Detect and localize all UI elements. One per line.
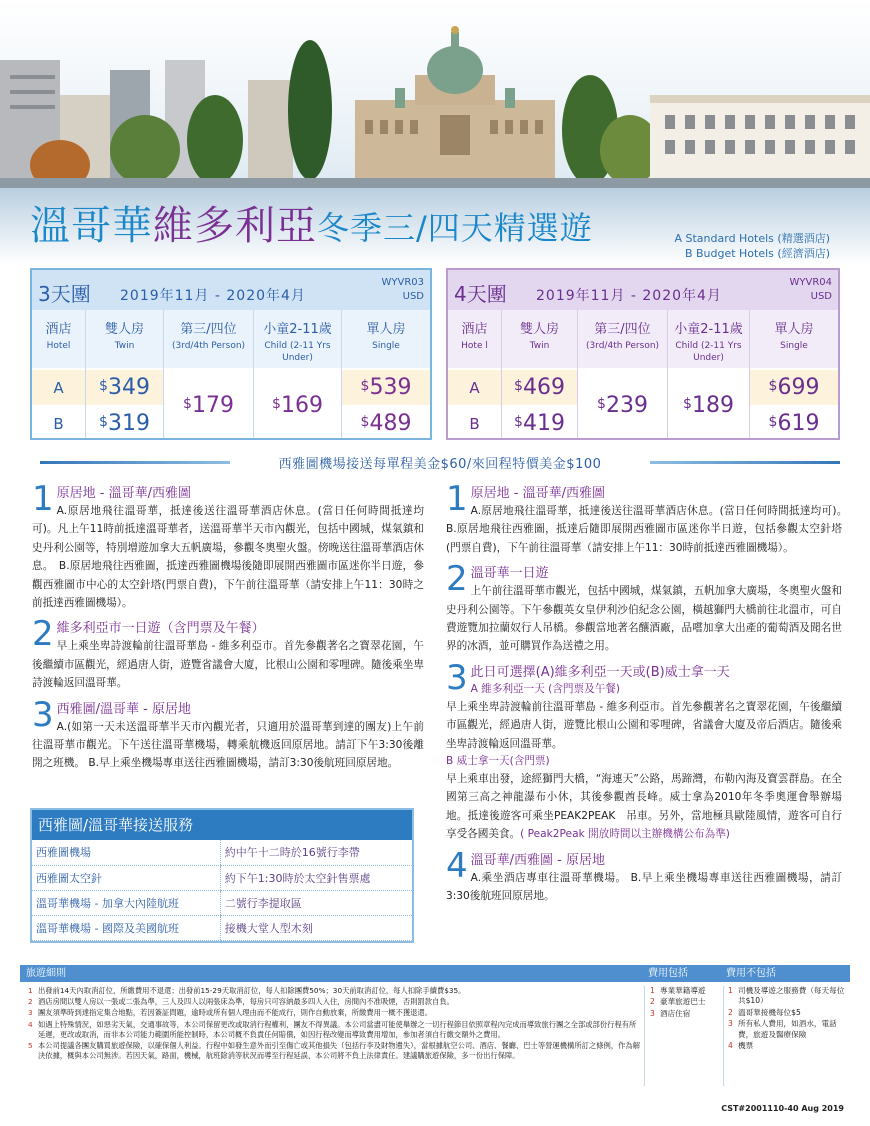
tour-code [381,276,424,304]
col-twin [502,310,578,438]
tour-period: 2019年11月 - 2020年4月 [120,288,306,304]
list-item: 3 團友須準時到達指定集合地點，若因簽証問題，逾時或所有個人理由而不能成行，則作自動放棄，所繳費用一概不獲退還。 [28,1008,433,1018]
col-child-en: Child (2-11 Yrs Under) [675,341,742,363]
price-table-3-day [30,268,432,440]
service-location: 西雅圖機場 [32,840,220,865]
day-text: A.乘坐酒店專車往溫哥華機場。 B.早上乘坐機場專車送往西雅圖機場，請訂3:30後航班回原居地。 [446,871,842,903]
service-location: 溫哥華機場 - 國際及美國航班 [32,915,220,940]
itin3-day-2 [32,614,424,692]
option-a-title: A 維多利亞一天 (含門票及午餐) [470,682,621,695]
day-text: A.原居地飛往溫哥華，抵達後送往溫哥華酒店休息。(當日任何時間抵達均可)。 B.原居地飛往西雅圖，抵達后隨即展開西雅圖市區迷你半日遊，包括參觀太空針塔(門票自費)，下午前往溫哥華（請安排上午11：30時前抵達西雅圖機場）。 [446,505,864,554]
terms-list [28,986,643,1062]
price-child: $169 [272,393,323,418]
col-third-en: (3rd/4th Person) [585,341,660,351]
day-number: 4 [446,845,468,886]
option-b-title: B 威士拿一天(含門票) [446,755,550,768]
col-child [254,310,342,438]
itin3-day-1 [32,479,424,612]
tour-currency: USD [810,291,832,302]
col-twin [86,310,164,438]
day-text: 早上乘坐卑詩渡輪前往溫哥華島 - 維多利亞市。首先參觀著名之寶翠花園，午後繼續市區觀光，經過唐人街，遊覽省議會大廈，比根山公園和零哩碑。隨後乘坐卑詩渡輪返回溫哥華。 [32,640,424,690]
col-twin-en: Twin [114,341,135,351]
list-item: 2 豪華旅遊巴士 [650,997,706,1007]
title-block [30,200,850,264]
col-child-zh: 小童2-11歲 [263,322,332,337]
itinerary-3-day [32,479,424,779]
day-title: 維多利亞市一日遊（含門票及午餐） [56,621,265,637]
included-label: 費用包括 [648,968,688,979]
day-number: 2 [446,559,468,600]
service-location: 溫哥華機場 - 加拿大內陸航班 [32,890,220,915]
excluded-list [728,986,850,1052]
terms-footer [20,965,850,1095]
option-b-note: ( Peak2Peak 開放時間以主辦機構公布為準) [520,828,730,841]
price-b-twin: $319 [99,411,150,436]
service-title: 西雅圖/溫哥華接送服務 [32,810,412,840]
day-title: 溫哥華一日遊 [470,566,549,582]
day-text: A.原居地飛往溫哥華，抵達後送往溫哥華酒店休息。(當日任何時間抵達均可)。凡上午11時前抵達溫哥華者，送溫哥華半天市內觀光，包括中國城，煤氣鎮和史丹利公園等，特別增遊加拿大五帆廣場，參觀冬奧聖火盤。傍晚送往溫哥華酒店休息。 B.原居地飛往西雅圖，抵達西雅圖機場後隨即展開西雅圖市區迷你半日遊，參觀西雅圖市中心的太空針塔(門票自費)，下午前往溫哥華（請安排上午11：30時之前抵達西雅圖機場）。 [32,505,424,610]
col-single-zh: 單人房 [366,322,406,337]
hotel-note-a: A Standard Hotels (精選酒店) [674,232,830,245]
col-twin-zh: 雙人房 [519,322,559,337]
col-third-zh: 第三/四位 [180,322,237,337]
included-list [650,986,722,1020]
tour-period: 2019年11月 - 2020年4月 [536,288,722,304]
service-table [32,840,412,941]
col-single-zh: 單人房 [774,322,814,337]
itin4-day-1 [446,479,864,557]
list-item: 2 酒店房間以雙人房以一張或二張為準，三人及四人以兩張床為準，每房只可容納最多四人入住，房間內不准吸煙，否則罰款自負。 [28,997,454,1007]
list-item: 2 溫哥華接機每位$5 [728,1007,801,1017]
list-item: 4 如遇上特殊情況，如惡劣天氣，交通事故等，本公司保留更改或取消行程權利，團友不得異議。本公司當盡可能使舉辦之一切行程節目依照章程內完成而導致旅行團之全部或部份行程有所延遲，更改或取消，而非本公司能力範圍所能控制時，本公司概不負責任何賠償，如因行程改變而導致費用增加，參加者須自行繳交額外之費用。 [28,1019,637,1039]
col-hotel-zh: 酒店 [45,322,72,337]
col-single [750,310,838,438]
col-hotel [32,310,86,438]
list-item: 1 出發前14天內取消訂位，所繳費用不退還；出發前15-29天取消訂位，每人扣除團費50%；30天前取消訂位，每人扣除手續費$35。 [28,986,466,995]
price-table-header [448,270,838,310]
day-title: 溫哥華/西雅圖 - 原居地 [470,852,605,868]
day-title: 西雅圖/溫哥華 - 原居地 [56,701,191,717]
day-title: 原居地 - 溫哥華/西雅圖 [470,486,605,501]
table-row [32,890,412,915]
hotel-a-label: A [469,378,480,397]
hotel-class-notes [674,231,830,261]
excluded-label: 費用不包括 [726,968,776,979]
col-hotel [448,310,502,438]
col-hotel-en: Hotel [46,341,71,351]
col-single [342,310,430,438]
col-twin-zh: 雙人房 [104,322,144,337]
day-number: 3 [32,694,54,735]
price-a-twin: $469 [514,375,565,400]
transfer-service-box [30,808,414,943]
col-third-en: (3rd/4th Person) [171,341,246,351]
itin4-day-3 [446,657,842,844]
day-number: 2 [32,614,54,655]
title-part-vancouver: 溫哥華 [30,203,153,249]
service-meeting-point: 約中午十二時於16號行李帶 [220,840,412,865]
day-title: 原居地 - 溫哥華/西雅圖 [56,486,191,501]
table-row [32,865,412,890]
tour-name: 4天團 [454,282,507,306]
title-part-tour: 冬季三/四天精選遊 [317,209,593,247]
service-meeting-point: 二號行李提取區 [220,890,412,915]
divider [723,986,724,1086]
price-table-header [32,270,430,310]
price-a-single: $539 [360,375,412,400]
itinerary-4-day [446,479,864,912]
tour-name: 3天團 [38,282,91,306]
price-table-4-day [446,268,840,440]
divider [644,986,645,1086]
transfer-banner-text: 西雅圖機場接送每單程美金$60/來回程特價美金$100 [278,457,602,472]
list-item: 3 酒店住宿 [650,1008,691,1018]
tour-code-value: WYVR04 [789,277,832,288]
list-item: 1 專業華籍導遊 [650,986,706,995]
hotel-b-label: B [53,414,64,433]
title-part-victoria: 維多利亞 [153,203,317,249]
service-meeting-point: 約下午1:30時於太空針售票處 [220,865,412,890]
footer-header-bar [20,965,850,982]
document-code: CST#2001110-40 Aug 2019 [721,1104,844,1113]
banner-line-left [40,461,230,464]
banner-line-right [650,461,840,464]
table-row [32,840,412,865]
price-b-twin: $419 [514,411,565,436]
col-child-en: Child (2-11 Yrs Under) [264,341,331,363]
service-location: 西雅圖太空針 [32,865,220,890]
list-item: 3 所有私人費用，如酒水，電話費，旅遊及醫療保險 [728,1019,837,1039]
col-third [164,310,254,438]
price-b-single: $489 [360,411,412,436]
day-number: 3 [446,657,468,698]
col-single-en: Single [372,341,400,351]
day-text: 上午前往溫哥華市觀光，包括中國城，煤氣鎮，五帆加拿大廣場，冬奧聖火盤和史丹利公園等。下午參觀英女皇伊利沙伯紀念公園，橫越獅門大橋前往北溫市，可自費遊覽加拉蘭奴行人吊橋。參觀當地著名釀酒廠，品嚐加拿大出產的葡萄酒及聞名世界的冰酒，並可購買作為送禮之用。 [446,585,842,653]
price-a-twin: $349 [99,375,150,400]
itin4-day-2 [446,559,842,656]
hotel-b-label: B [469,414,480,433]
itin4-day-4 [446,845,842,906]
day-title: 此日可選擇(A)維多利亞一天或(B)威士拿一天 [470,664,730,680]
col-hotel-en: Hote l [461,341,488,351]
airport-transfer-banner [40,451,840,473]
col-child-zh: 小童2-11歲 [674,322,743,337]
col-single-en: Single [780,341,808,351]
col-third-zh: 第三/四位 [594,322,651,337]
hotel-a-label: A [53,378,64,397]
option-b-body: 早上乘車出發，途經獅門大橋，“海連天”公路，馬蹄灣，布勒內海及寶雲群島。在全國第三高之神龍瀑布小休，其後參觀酋長峰。威士拿為2010年冬季奧運會舉辦場地。抵達後遊客可乘坐PEAK2PEAK 吊車。另外，當地極具歐陸風情，遊客可自行享受各國美食。 [446,773,842,841]
service-meeting-point: 接機大堂人型木刻 [220,915,412,940]
list-item: 1 司機及導遊之服務費（每天每位共$10） [728,986,845,1006]
list-item: 5 本公司提議各團友購買旅遊保險，以確保個人利益。行程中如發生意外而引至傷亡或其他損失（包括行李及財物遺失），當根據航空公司、酒店、餐廳、巴士等營運機構所訂之條例，作為解決依據，概與本公司無涉。若因天氣，路面，機械，航班除消等狀況而導至行程延誤，本公司將不負上法律責任。建議購旅遊保險，多一份出行保障。 [28,1041,640,1061]
hotel-note-b: B Budget Hotels (經濟酒店) [684,247,830,260]
price-third-person: $239 [597,393,648,418]
table-row [32,915,412,940]
col-third [578,310,668,438]
itin3-day-3 [32,694,424,773]
price-b-single: $619 [768,411,820,436]
day-text: A.(如第一天未送溫哥華半天市內觀光者，只適用於溫哥華到達的團友)上午前往溫哥華市觀光。下午送往溫哥華機場，轉乘航機返回原居地。請訂下午3:30後離開之班機。 B.早上乘坐機場專車送往西雅圖機場，請訂3:30後航班回原居地。 [32,720,424,770]
day-number: 1 [32,479,54,519]
day-number: 1 [446,479,468,519]
page-title [30,202,593,252]
price-child: $189 [683,393,734,418]
price-a-single: $699 [768,375,820,400]
price-third-person: $179 [183,393,234,418]
tour-currency: USD [402,291,424,302]
option-a-text: 早上乘坐卑詩渡輪前往溫哥華島 - 維多利亞市。首先參觀著名之寶翠花園，午後繼續市區觀光，經過唐人街，遊覽比根山公園和零哩碑，省議會大廈及帝后酒店。隨後乘坐卑詩渡輪返回溫哥華。 [446,700,842,750]
notes-label: 旅遊細則 [26,968,66,979]
option-b-text [446,770,842,844]
col-child [668,310,750,438]
col-hotel-zh: 酒店 [461,322,488,337]
tour-code-value: WYVR03 [381,277,424,288]
col-twin-en: Twin [529,341,550,351]
tour-code [789,276,832,304]
list-item: 4 機票 [728,1041,754,1051]
